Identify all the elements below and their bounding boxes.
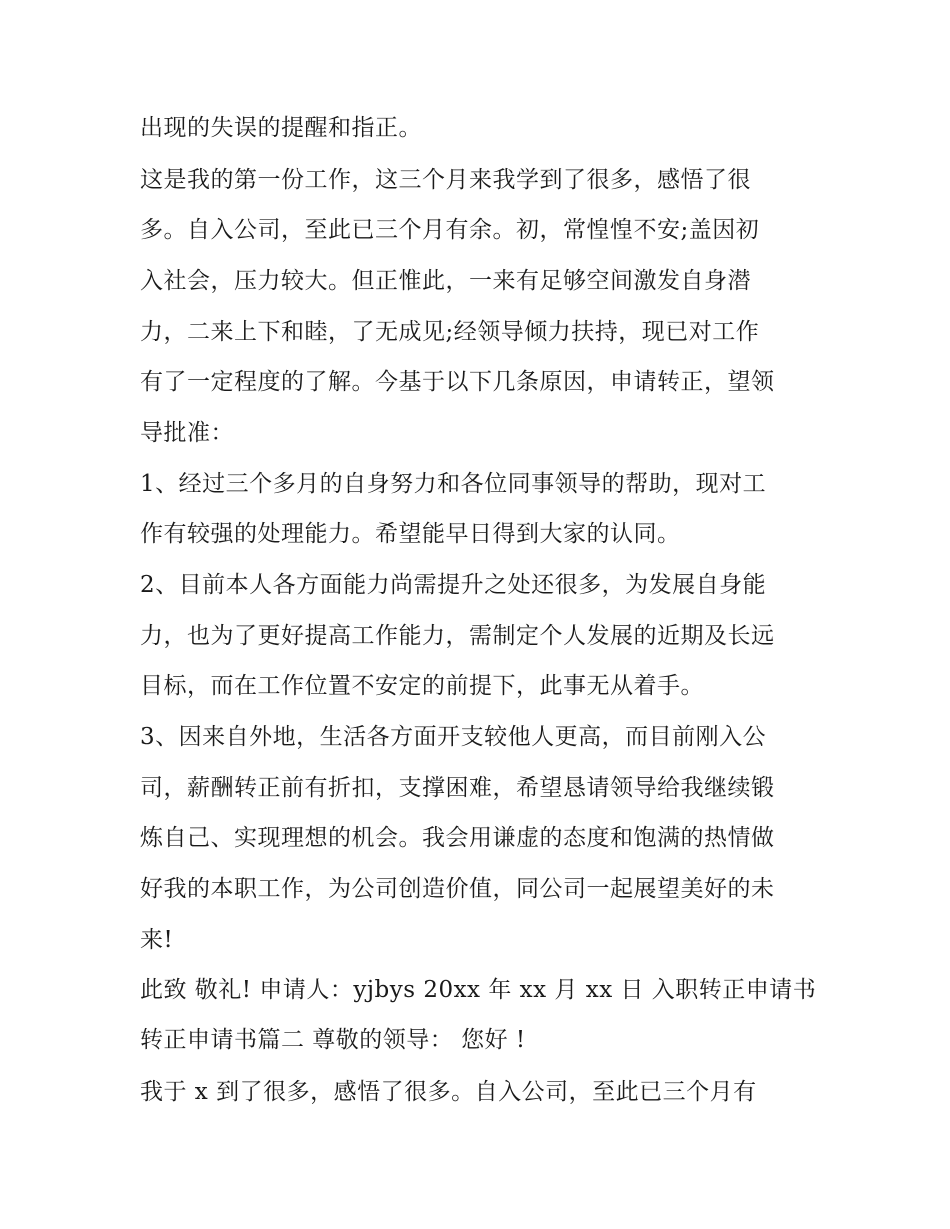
text-line: 2、目前本人各方面能力尚需提升之处还很多，为发展自身能 xyxy=(140,572,767,598)
text-line: 出现的失误的提醒和指正。 xyxy=(140,115,422,141)
text-line: 转正申请书篇二 尊敬的领导： 您好 ! xyxy=(140,1027,526,1053)
text-line: 有了一定程度的了解。今基于以下几条原因，申请转正，望领 xyxy=(140,369,775,395)
text-line: 这是我的第一份工作，这三个月来我学到了很多，感悟了很 xyxy=(140,167,751,193)
text-line: 此致 敬礼! 申请人：yjbys 20xx 年 xx 月 xx 日 入职转正申请书 xyxy=(140,977,817,1003)
text-line: 我于 x 到了很多，感悟了很多。自入公司，至此已三个月有 xyxy=(140,1079,757,1105)
text-line: 炼自己、实现理想的机会。我会用谦虚的态度和饱满的热情做 xyxy=(140,825,775,851)
text-line: 目标，而在工作位置不安定的前提下，此事无从着手。 xyxy=(140,673,704,699)
text-line: 好我的本职工作，为公司创造价值，同公司一起展望美好的未 xyxy=(140,876,775,902)
text-line: 1、经过三个多月的自身努力和各位同事领导的帮助，现对工 xyxy=(140,471,767,497)
text-line: 导批准： xyxy=(140,420,234,446)
text-line: 作有较强的处理能力。希望能早日得到大家的认同。 xyxy=(140,521,681,547)
text-line: 入社会，压力较大。但正惟此，一来有足够空间激发自身潜 xyxy=(140,268,751,294)
text-line: 多。自入公司，至此已三个月有余。初，常惶惶不安;盖因初 xyxy=(140,217,760,243)
text-line: 3、因来自外地，生活各方面开支较他人更高，而目前刚入公 xyxy=(140,724,767,750)
text-line: 力，二来上下和睦，了无成见;经领导倾力扶持，现已对工作 xyxy=(140,319,760,345)
text-line: 力，也为了更好提高工作能力，需制定个人发展的近期及长远 xyxy=(140,623,775,649)
text-line: 司，薪酬转正前有折扣，支撑困难，希望恳请领导给我继续锻 xyxy=(140,775,775,801)
text-line: 来! xyxy=(140,927,174,953)
